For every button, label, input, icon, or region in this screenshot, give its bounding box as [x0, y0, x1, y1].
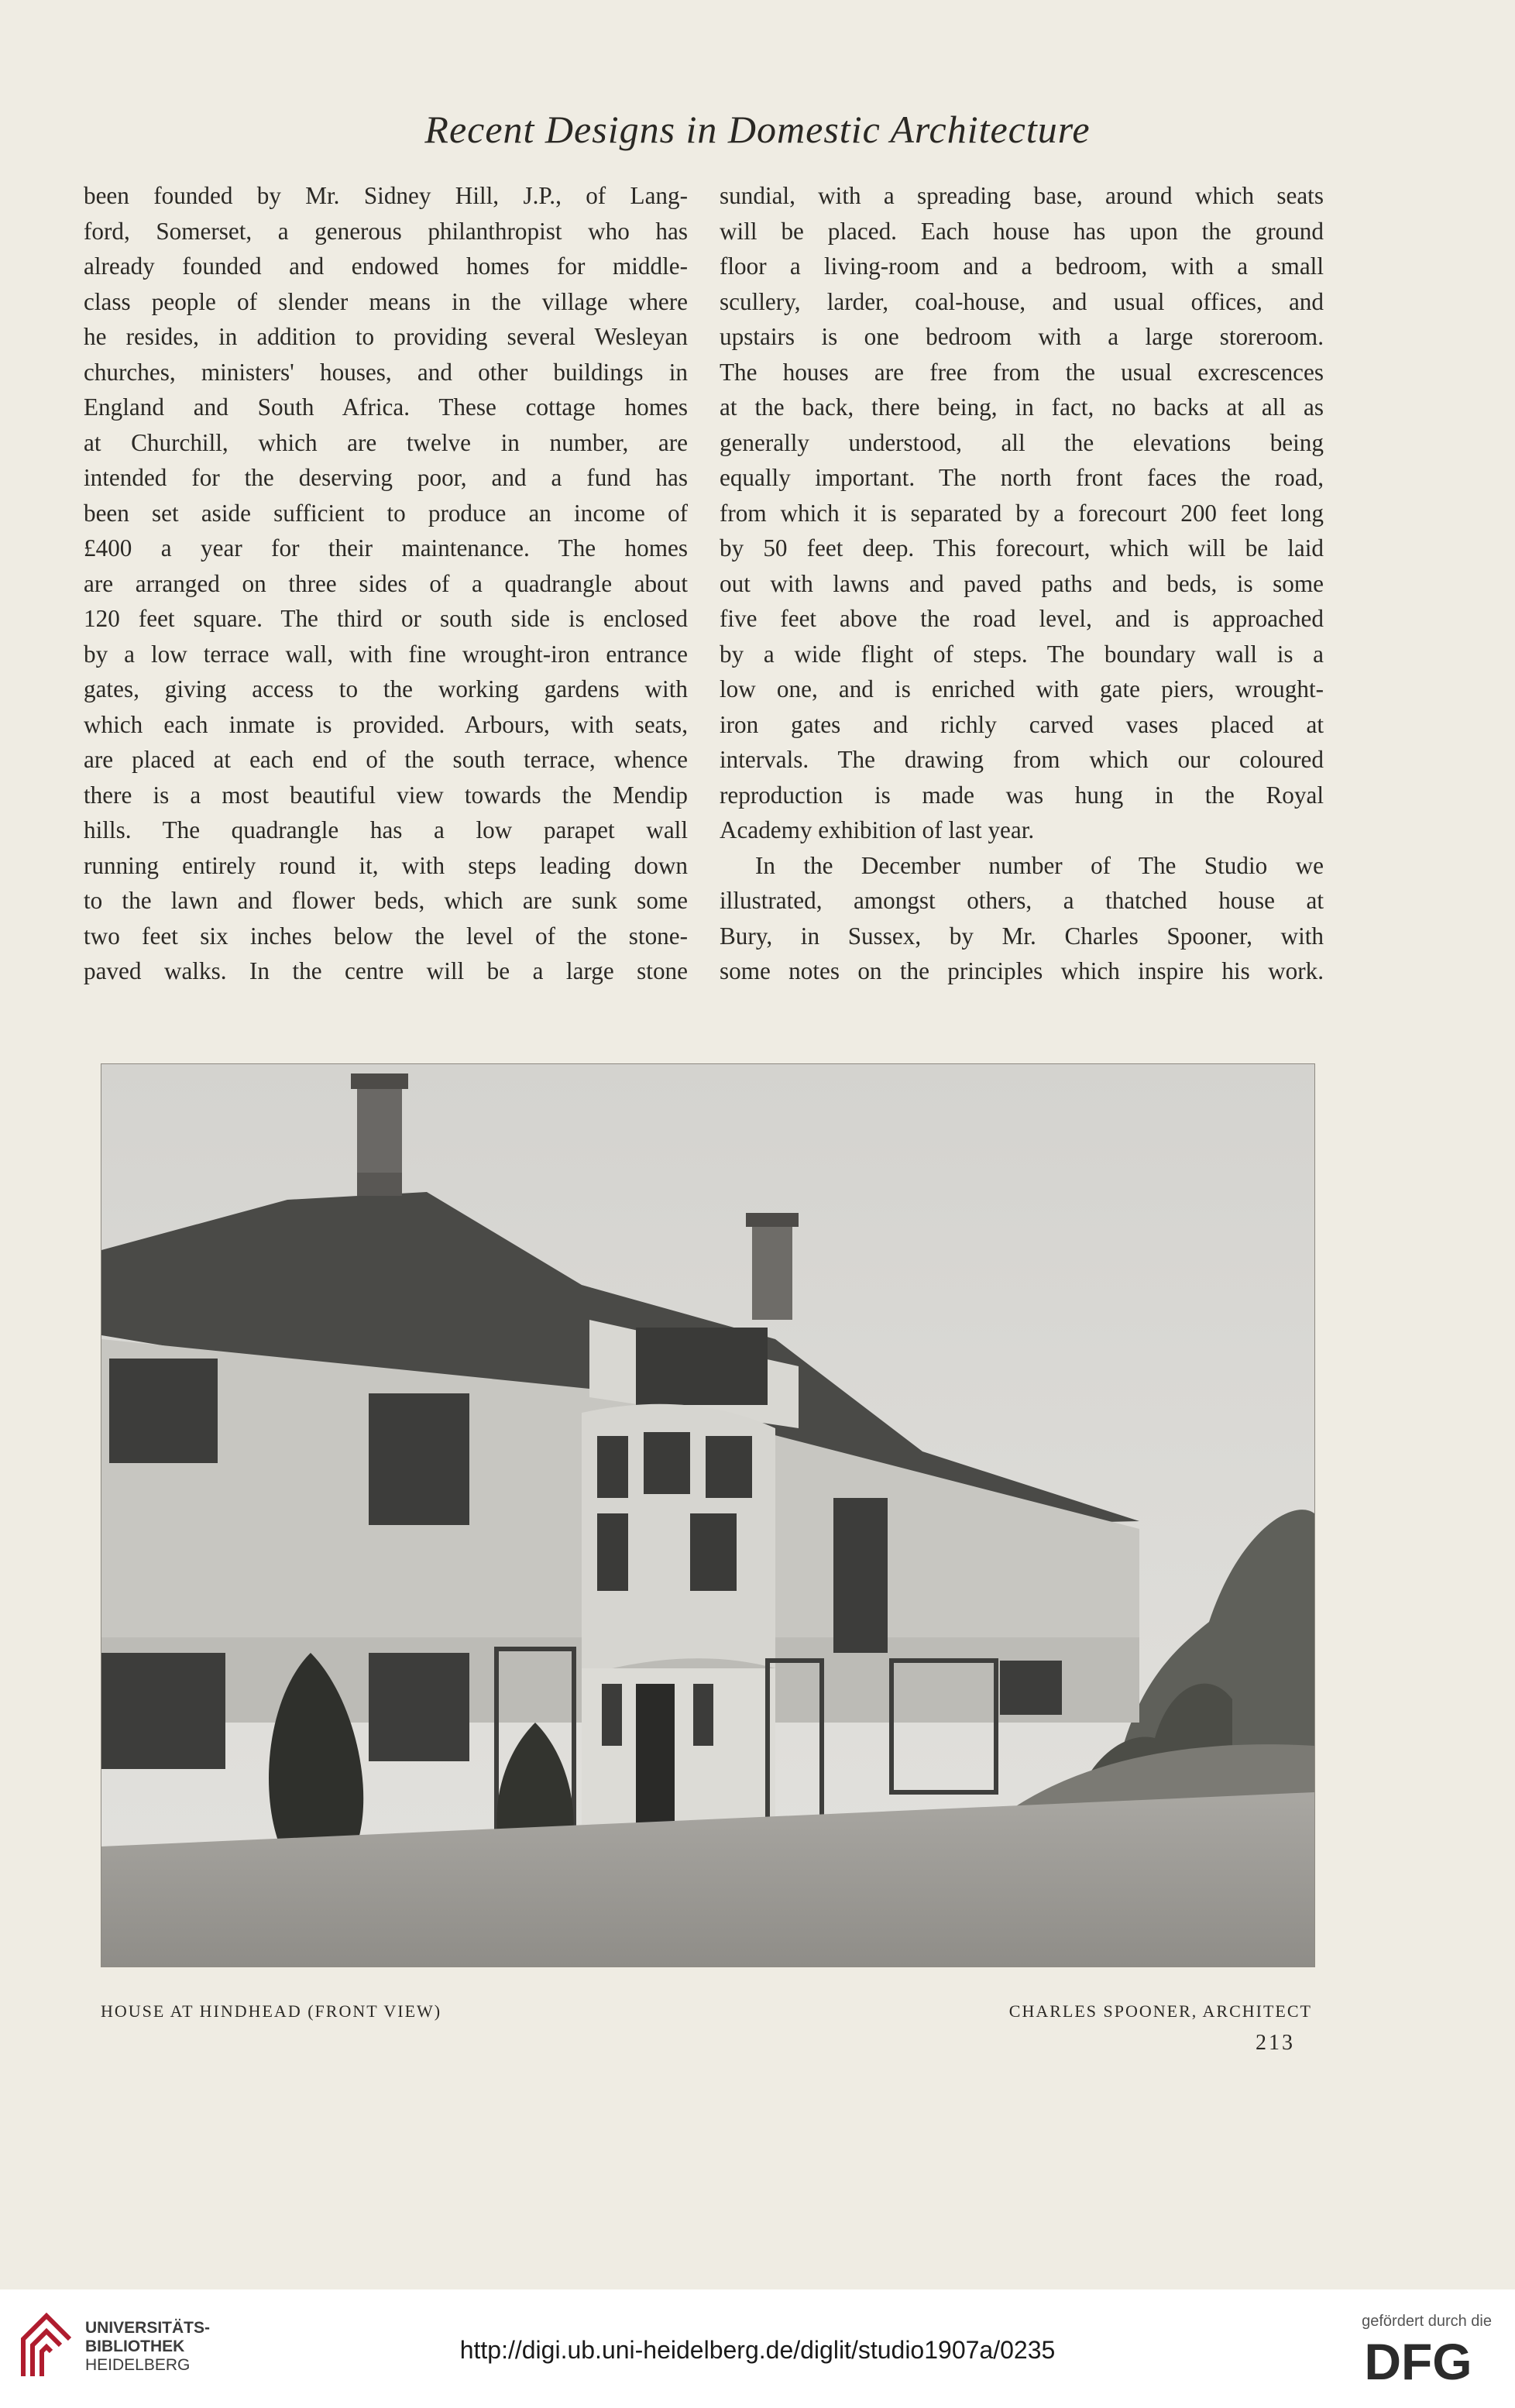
- text-line: five feet above the road level, and is approached: [720, 605, 1324, 632]
- text-line: Academy exhibition of last year.: [720, 816, 1035, 843]
- house-photograph: [101, 1063, 1315, 1967]
- text-line: ford, Somerset, a generous philanthropist who has: [84, 217, 688, 245]
- text-line: hills. The quadrangle has a low parapet wall: [84, 816, 688, 843]
- library-name-line: BIBLIOTHEK: [85, 2338, 185, 2355]
- dfg-logo-text: DFG: [1364, 2338, 1472, 2386]
- text-line: will be placed. Each house has upon the ground: [720, 217, 1324, 245]
- text-line: iron gates and richly carved vases placed at: [720, 710, 1324, 738]
- text-line: he resides, in addition to providing several Wesleyan: [84, 323, 688, 350]
- running-header: Recent Designs in Domestic Architecture: [424, 108, 1091, 151]
- funded-by-label: gefördert durch die: [1362, 2313, 1492, 2330]
- text-line: illustrated, amongst others, a thatched house at: [720, 887, 1324, 914]
- text-line: reproduction is made was hung in the Royal: [720, 781, 1324, 809]
- text-line: low one, and is enriched with gate piers, wrought-: [720, 675, 1324, 702]
- text-line: floor a living-room and a bedroom, with a small: [720, 252, 1324, 280]
- text-line: £400 a year for their maintenance. The homes: [84, 534, 688, 562]
- text-line: by a low terrace wall, with fine wrought-iron entrance: [84, 640, 688, 668]
- text-line: class people of slender means in the village where: [84, 287, 688, 315]
- text-line: been set aside sufficient to produce an income of: [84, 499, 688, 527]
- text-line: two feet six inches below the level of the stone-: [84, 922, 688, 950]
- text-line: In the December number of The Studio we: [755, 851, 1324, 879]
- text-line: at the back, there being, in fact, no backs at all as: [720, 393, 1324, 421]
- library-name-line: HEIDELBERG: [85, 2356, 191, 2374]
- text-line: 120 feet square. The third or south side is enclosed: [84, 605, 688, 632]
- source-url-link[interactable]: http://digi.ub.uni-heidelberg.de/diglit/studio1907a/0235: [459, 2336, 1056, 2364]
- text-line: upstairs is one bedroom with a large storeroom.: [720, 323, 1324, 350]
- text-line: England and South Africa. These cottage homes: [84, 393, 688, 421]
- text-line: already founded and endowed homes for middle-: [84, 252, 688, 280]
- text-line: by a wide flight of steps. The boundary wall is a: [720, 640, 1324, 668]
- text-line: churches, ministers' houses, and other buildings in: [84, 358, 688, 386]
- text-line: at Churchill, which are twelve in number, are: [84, 428, 688, 456]
- text-line: there is a most beautiful view towards the Mendip: [84, 781, 688, 809]
- library-name-line: UNIVERSITÄTS-: [85, 2319, 211, 2337]
- text-line: sundial, with a spreading base, around which seats: [720, 182, 1324, 209]
- text-line: equally important. The north front faces the road,: [720, 464, 1324, 491]
- text-line: from which it is separated by a forecourt 200 feet long: [720, 499, 1324, 527]
- text-line: are placed at each end of the south terrace, whence: [84, 746, 688, 773]
- right-text-column: [720, 178, 1324, 989]
- text-line: intended for the deserving poor, and a fund has: [84, 464, 688, 491]
- text-line: running entirely round it, with steps leading down: [84, 851, 688, 879]
- text-line: some notes on the principles which inspire his work.: [720, 957, 1324, 984]
- text-line: been founded by Mr. Sidney Hill, J.P., of Lang-: [84, 182, 688, 209]
- text-line: The houses are free from the usual excrescences: [720, 358, 1324, 386]
- text-line: Bury, in Sussex, by Mr. Charles Spooner, with: [720, 922, 1324, 950]
- text-line: paved walks. In the centre will be a large stone: [84, 957, 688, 984]
- text-line: are arranged on three sides of a quadrangle about: [84, 569, 688, 597]
- text-line: to the lawn and flower beds, which are sunk some: [84, 887, 688, 914]
- dfg-logo: [1345, 2338, 1492, 2386]
- text-line: intervals. The drawing from which our coloured: [720, 746, 1324, 773]
- text-line: by 50 feet deep. This forecourt, which will be laid: [720, 534, 1324, 562]
- photo-caption: HOUSE AT HINDHEAD (FRONT VIEW): [101, 2001, 442, 2021]
- text-line: out with lawns and paved paths and beds, is some: [720, 569, 1324, 597]
- text-line: generally understood, all the elevations being: [720, 428, 1324, 456]
- digitization-footer: [0, 2289, 1515, 2408]
- text-line: scullery, larder, coal-house, and usual offices, and: [720, 287, 1324, 315]
- page-number: 213: [1256, 2031, 1295, 2055]
- left-text-column: [84, 178, 688, 989]
- text-line: gates, giving access to the working gardens with: [84, 675, 688, 702]
- text-line: which each inmate is provided. Arbours, with seats,: [84, 710, 688, 738]
- photo-credit: CHARLES SPOONER, ARCHITECT: [1008, 2001, 1312, 2021]
